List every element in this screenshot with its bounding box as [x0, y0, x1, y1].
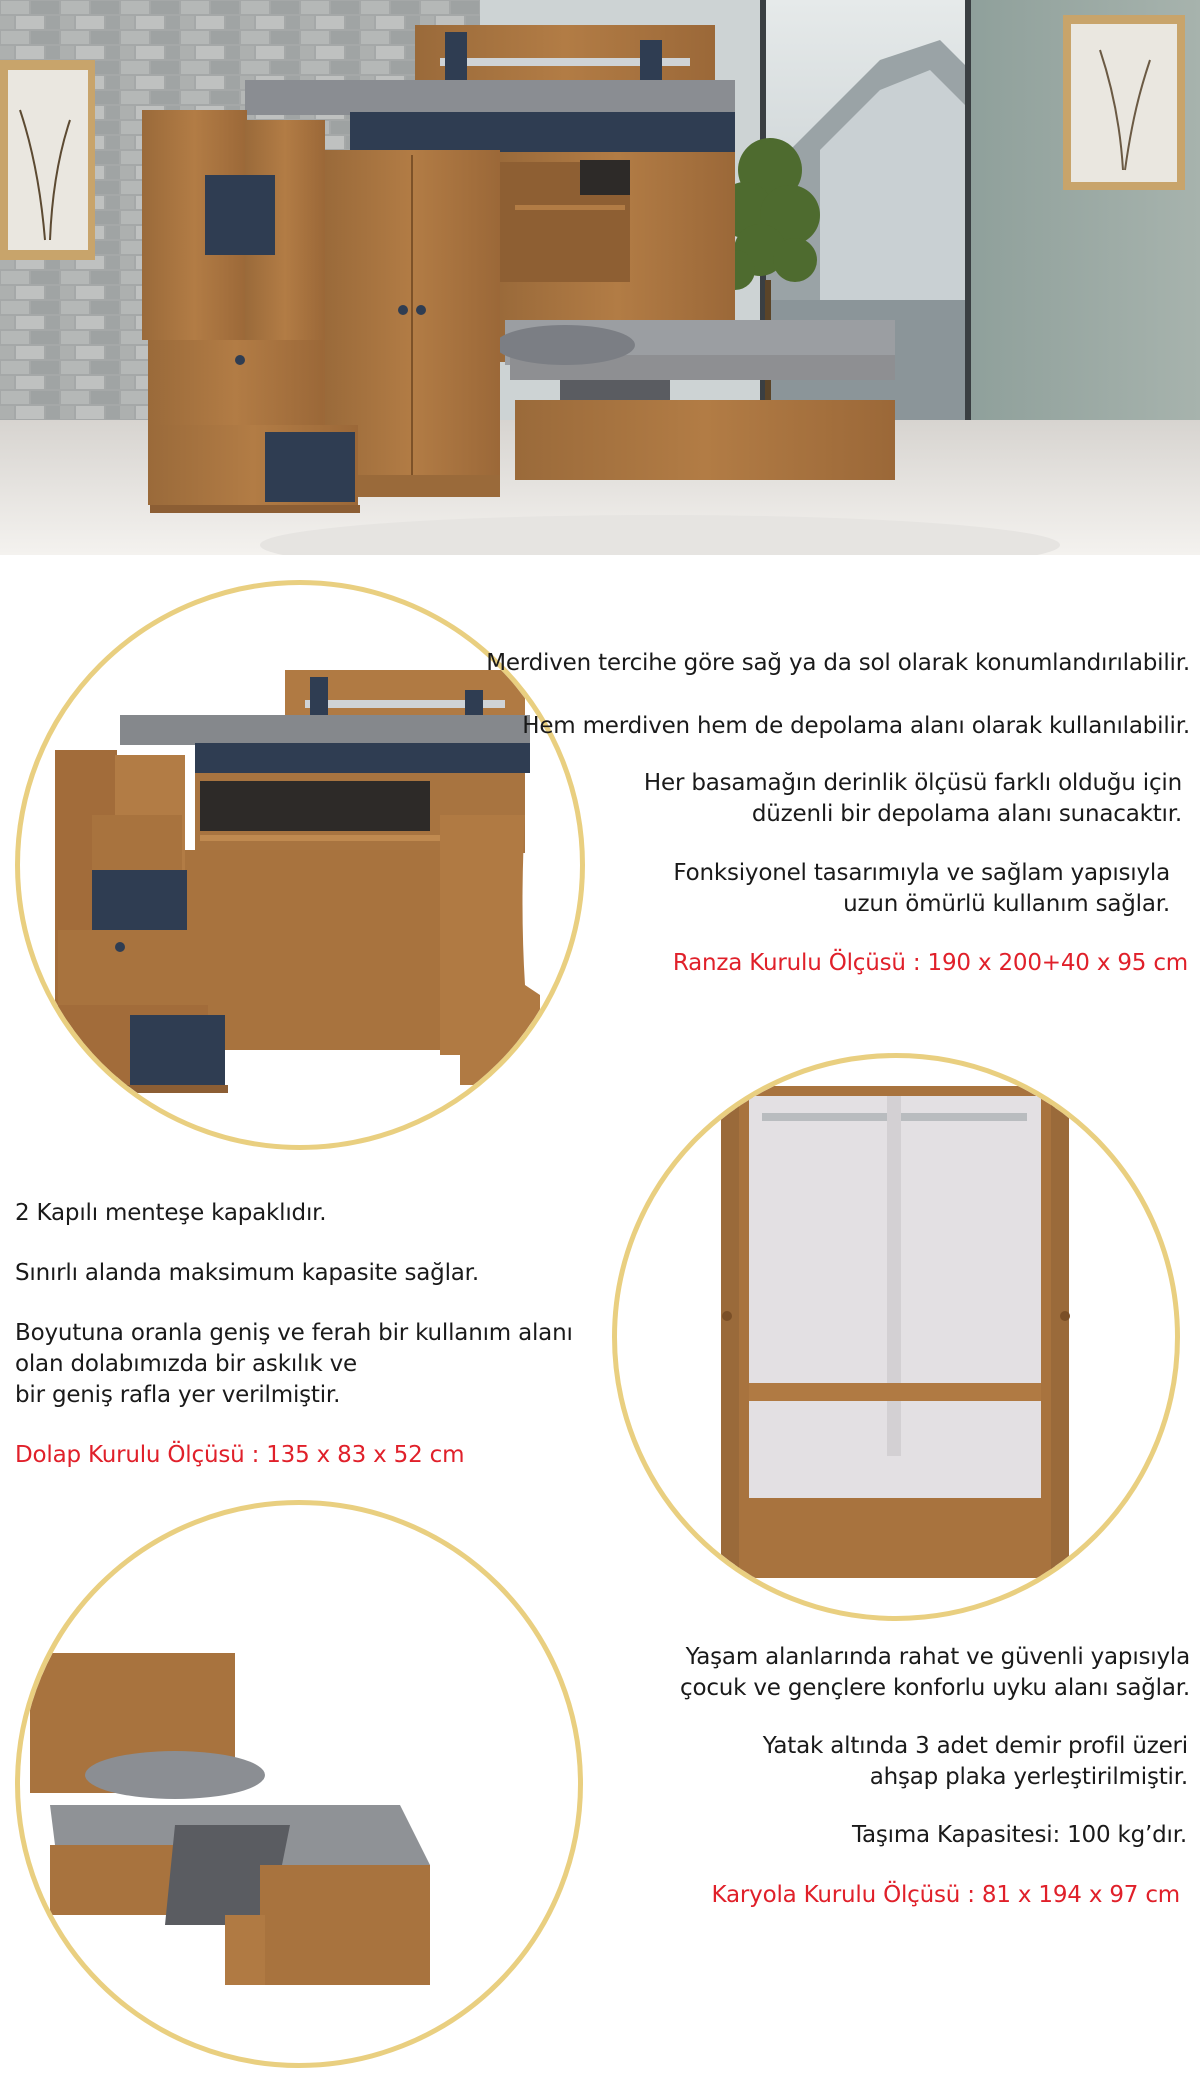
- feature-spacious-line-2: olan dolabımızda bir askılık ve: [15, 1351, 357, 1377]
- loft-bed-dimensions: Ranza Kurulu Ölçüsü : 190 x 200+40 x 95 cm: [672, 950, 1188, 976]
- feature-spacious-line-3: bir geniş rafla yer verilmiştir.: [15, 1382, 341, 1408]
- loft-bed-storage-note: [582, 768, 1182, 830]
- single-bed-comfort-note: [540, 1642, 1190, 1704]
- single-bed-illustration: [20, 1505, 578, 2063]
- slat-note-line-1: Yatak altında 3 adet demir profil üzeri: [762, 1733, 1188, 1759]
- single-bed-load-capacity: Taşıma Kapasitesi: 100 kg’dır.: [851, 1822, 1187, 1848]
- wardrobe-dimensions: Dolap Kurulu Ölçüsü : 135 x 83 x 52 cm: [15, 1442, 465, 1468]
- slat-note-line-2: ahşap plaka yerleştirilmiştir.: [869, 1764, 1188, 1790]
- comfort-note-line-1: Yaşam alanlarında rahat ve güvenli yapısıyla: [685, 1644, 1190, 1670]
- durability-note-line-1: Fonksiyonel tasarımıyla ve sağlam yapısıyla: [673, 860, 1170, 886]
- loft-bed-durability-note: [570, 858, 1170, 920]
- feature-two-doors: 2 Kapılı menteşe kapaklıdır.: [15, 1200, 327, 1226]
- comfort-note-line-2: çocuk ve gençlere konforlu uyku alanı sağlar.: [680, 1675, 1190, 1701]
- single-bed-circle-image: [15, 1500, 583, 2068]
- feature-spacious-line-1: Boyutuna oranla geniş ve ferah bir kullanım alanı: [15, 1320, 573, 1346]
- wardrobe-features: [15, 1198, 615, 1471]
- single-bed-slat-note: [538, 1731, 1188, 1793]
- feature-max-capacity: Sınırlı alanda maksimum kapasite sağlar.: [15, 1260, 479, 1286]
- storage-note-line-2: düzenli bir depolama alanı sunacaktır.: [751, 801, 1182, 827]
- feature-stairs-storage: Hem merdiven hem de depolama alanı olarak kullanılabilir.: [522, 713, 1190, 739]
- feature-stairs-position: Merdiven tercihe göre sağ ya da sol olarak konumlandırılabilir.: [486, 650, 1190, 676]
- loft-bed-features: [430, 648, 1190, 742]
- single-bed-dimensions: Karyola Kurulu Ölçüsü : 81 x 194 x 97 cm: [711, 1882, 1180, 1908]
- loft-bed-room-illustration: [0, 0, 1200, 555]
- storage-note-line-1: Her basamağın derinlik ölçüsü farklı olduğu için: [643, 770, 1182, 796]
- hero-room-photo: [0, 0, 1200, 555]
- wardrobe-circle-image: [612, 1053, 1180, 1621]
- open-wardrobe-illustration: [617, 1058, 1175, 1616]
- durability-note-line-2: uzun ömürlü kullanım sağlar.: [843, 891, 1170, 917]
